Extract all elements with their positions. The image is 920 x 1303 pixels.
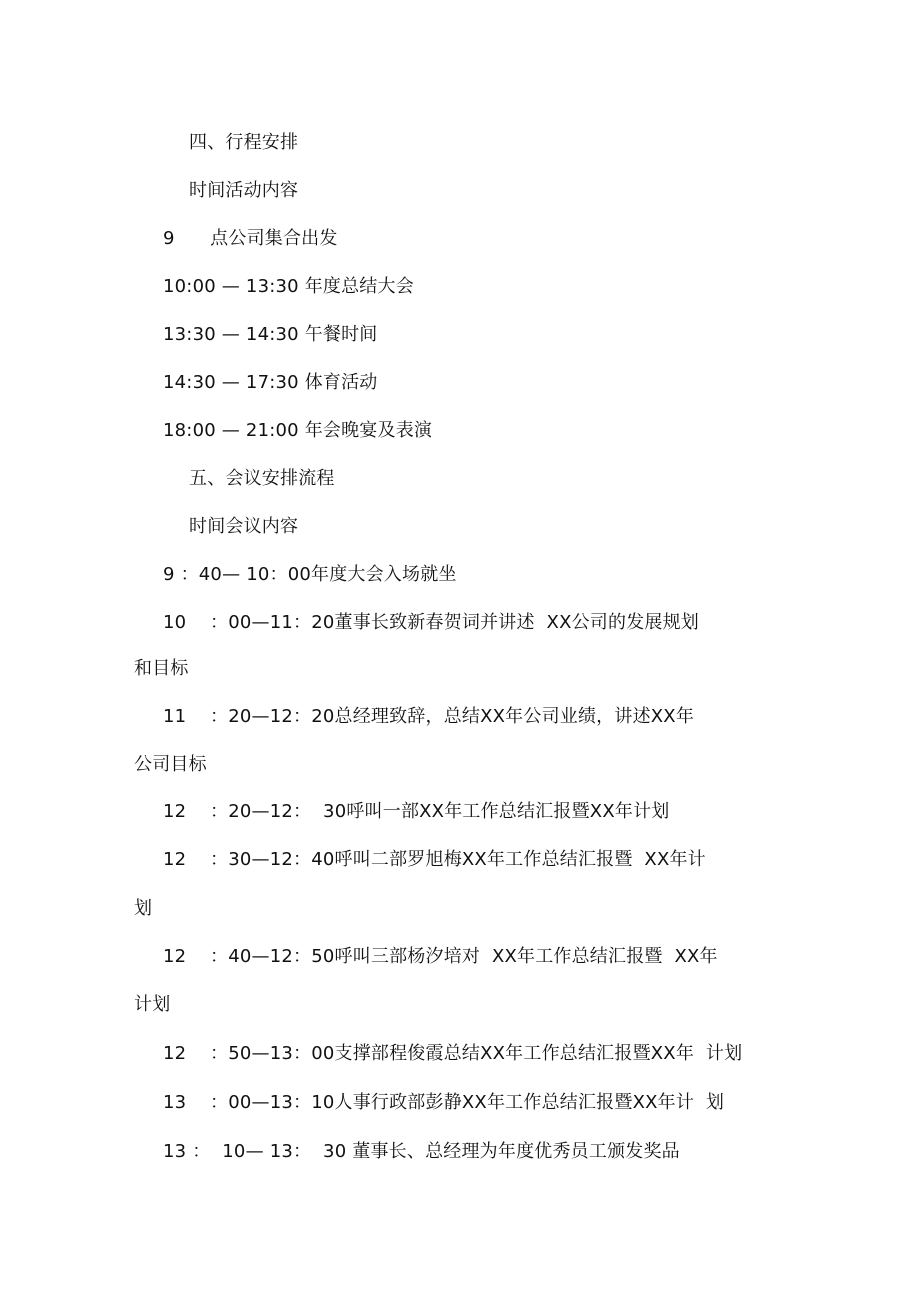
schedule-item: 13:30 — 14:30 午餐时间 <box>163 324 378 345</box>
section4-columns: 时间活动内容 <box>189 180 299 201</box>
section4-heading: 四、行程安排 <box>189 132 299 153</box>
agenda-item-continuation: 划 <box>134 898 153 919</box>
agenda-item-continuation: 计划 <box>134 994 171 1015</box>
agenda-item: 12 ：40—12：50呼叫三部杨汐培对 XX年工作总结汇报暨 XX年 <box>163 946 718 967</box>
agenda-item: 12 ：20—12： 30呼叫一部XX年工作总结汇报暨XX年计划 <box>163 801 670 822</box>
schedule-item: 14:30 — 17:30 体育活动 <box>163 372 378 393</box>
section5-columns: 时间会议内容 <box>189 516 299 537</box>
agenda-item-continuation: 公司目标 <box>134 754 207 775</box>
agenda-item: 10 ：00—11：20董事长致新春贺词并讲述 XX公司的发展规划 <box>163 612 700 633</box>
agenda-item: 11 ：20—12：20总经理致辞，总结XX年公司业绩，讲述XX年 <box>163 706 695 727</box>
schedule-item: 9 点公司集合出发 <box>163 228 338 249</box>
agenda-item-continuation: 和目标 <box>134 658 189 679</box>
schedule-item: 10:00 — 13:30 年度总结大会 <box>163 276 414 297</box>
agenda-item: 12 ：50—13：00支撑部程俊霞总结XX年工作总结汇报暨XX年 计划 <box>163 1043 743 1064</box>
agenda-item: 13 ： 10— 13： 30 董事长、总经理为年度优秀员工颁发奖品 <box>163 1141 680 1162</box>
agenda-item: 9 ：40— 10：00年度大会入场就坐 <box>163 564 457 585</box>
schedule-item: 18:00 — 21:00 年会晚宴及表演 <box>163 420 433 441</box>
agenda-item: 13 ：00—13：10人事行政部彭静XX年工作总结汇报暨XX年计 划 <box>163 1092 725 1113</box>
section5-heading: 五、会议安排流程 <box>189 468 335 489</box>
agenda-item: 12 ：30—12：40呼叫二部罗旭梅XX年工作总结汇报暨 XX年计 <box>163 849 706 870</box>
